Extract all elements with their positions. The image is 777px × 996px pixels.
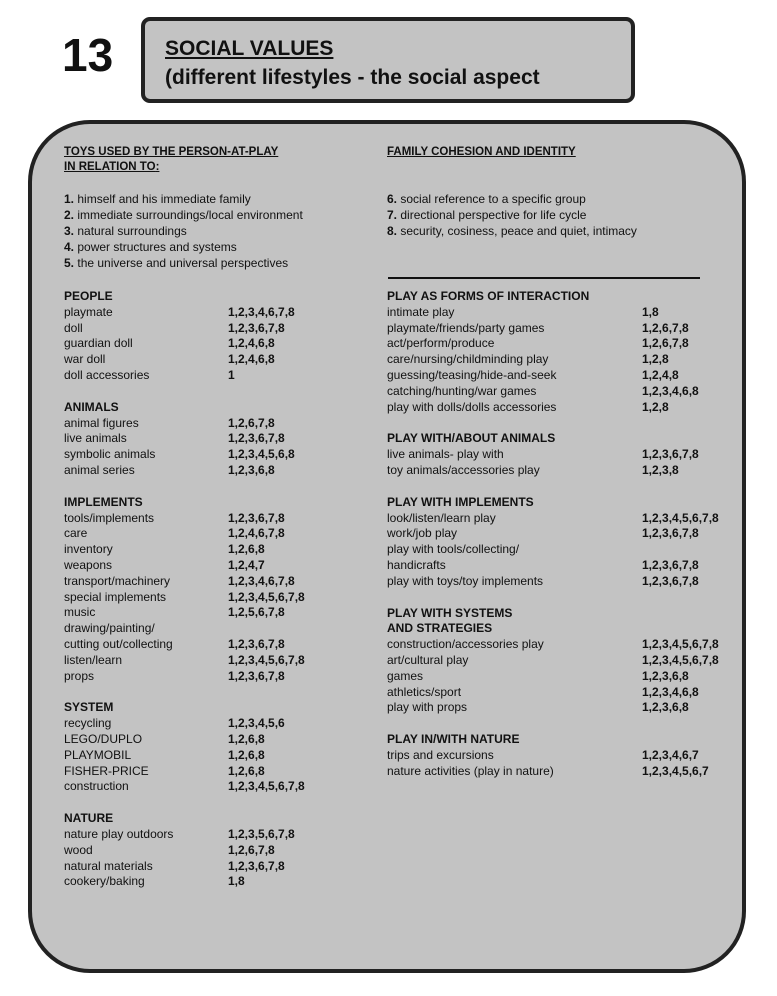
item-codes: 1,2,6,8 xyxy=(228,747,265,762)
list-item xyxy=(387,653,732,669)
item-codes: 1,2,6,7,8 xyxy=(228,842,275,857)
item-codes: 1,2,6,7,8 xyxy=(228,415,275,430)
list-item xyxy=(387,700,732,716)
intro-item-number: 3. xyxy=(64,224,75,238)
item-label: recycling xyxy=(64,716,112,731)
right-column xyxy=(387,289,732,796)
item-label: playmate/friends/party games xyxy=(387,320,545,335)
item-label: cookery/baking xyxy=(64,874,145,889)
item-label: inventory xyxy=(64,542,113,557)
intro-item-text: directional perspective for life cycle xyxy=(400,208,587,222)
list-item xyxy=(64,352,324,368)
list-item xyxy=(387,542,732,558)
intro-item xyxy=(387,207,637,223)
item-label: war doll xyxy=(64,352,106,367)
item-codes: 1,2,6,7,8 xyxy=(642,336,689,351)
section xyxy=(64,700,324,795)
item-label: live animals- play with xyxy=(387,447,504,462)
item-codes: 1,2,3,4,6,7,8 xyxy=(228,573,295,588)
item-codes: 1,2,3,6,8 xyxy=(642,668,689,683)
item-label: playmate xyxy=(64,304,113,319)
list-item xyxy=(64,463,324,479)
item-codes: 1,2,6,8 xyxy=(228,542,265,557)
list-item xyxy=(387,511,732,527)
list-item xyxy=(387,447,732,463)
list-item xyxy=(64,748,324,764)
chapter-number: 13 xyxy=(62,29,114,81)
item-codes: 1,2,8 xyxy=(642,399,669,414)
intro-right-list xyxy=(387,191,637,239)
left-column xyxy=(64,289,324,906)
list-item xyxy=(64,542,324,558)
section-title: PEOPLE xyxy=(64,289,113,303)
list-item xyxy=(64,305,324,321)
item-codes: 1,2,3,6,7,8 xyxy=(642,573,699,588)
divider-line xyxy=(388,277,700,279)
section xyxy=(387,289,732,415)
list-item xyxy=(387,637,732,653)
item-codes: 1,2,3,4,5,6,7,8 xyxy=(642,652,719,667)
intro-item xyxy=(387,191,637,207)
item-label: animal series xyxy=(64,462,135,477)
intro-item-number: 2. xyxy=(64,208,75,222)
item-codes: 1,2,5,6,7,8 xyxy=(228,605,285,620)
section-title: AND STRATEGIES xyxy=(387,621,493,636)
intro-left-list xyxy=(64,191,303,271)
item-label: care/nursing/childminding play xyxy=(387,352,549,367)
intro-item xyxy=(64,239,303,255)
item-codes: 1,2,3,4,5,6,7,8 xyxy=(228,589,305,604)
item-codes: 1,2,3,4,5,6,7 xyxy=(642,763,709,778)
list-item xyxy=(64,416,324,432)
list-item xyxy=(64,321,324,337)
list-item xyxy=(387,305,732,321)
item-codes: 1,2,3,6,8 xyxy=(642,700,689,715)
section-title: PLAY IN/WITH NATURE xyxy=(387,732,520,747)
item-codes: 1 xyxy=(228,367,235,382)
page-subtitle: (different lifestyles - the social aspect xyxy=(165,66,540,89)
section-title: NATURE xyxy=(64,811,114,826)
intro-item-number: 5. xyxy=(64,256,75,270)
item-label: guessing/teasing/hide-and-seek xyxy=(387,367,557,382)
section xyxy=(387,732,732,779)
item-codes: 1,2,3,4,5,6,7,8 xyxy=(642,510,719,525)
item-codes: 1,2,3,5,6,7,8 xyxy=(228,826,295,841)
item-label: music xyxy=(64,605,96,620)
intro-item xyxy=(64,255,303,271)
list-item xyxy=(64,859,324,875)
item-label: work/job play xyxy=(387,526,458,541)
item-label: tools/implements xyxy=(64,510,155,525)
list-item xyxy=(64,843,324,859)
item-codes: 1,2,3,4,5,6,8 xyxy=(228,447,295,462)
item-label: games xyxy=(387,668,424,683)
item-label: catching/hunting/war games xyxy=(387,383,537,398)
list-item xyxy=(387,352,732,368)
list-item xyxy=(387,764,732,780)
item-codes: 1,2,3,4,5,6,7,8 xyxy=(642,637,719,652)
intro-item-number: 4. xyxy=(64,240,75,254)
section-title: SYSTEM xyxy=(64,700,114,715)
list-item xyxy=(64,605,324,621)
item-codes: 1,2,4,6,8 xyxy=(228,336,275,351)
list-item xyxy=(64,779,324,795)
section-title: PLAY WITH/ABOUT ANIMALS xyxy=(387,431,556,446)
intro-left-heading-line2 xyxy=(64,160,278,175)
list-item xyxy=(64,558,324,574)
item-label: props xyxy=(64,668,95,683)
list-item xyxy=(387,574,732,590)
item-label: trips and excursions xyxy=(387,747,494,762)
intro-item xyxy=(64,223,303,239)
intro-item-text: social reference to a specific group xyxy=(400,192,586,206)
item-codes: 1,2,3,8 xyxy=(642,462,679,477)
item-label: intimate play xyxy=(387,304,455,319)
item-label: act/perform/produce xyxy=(387,336,495,351)
list-item xyxy=(387,336,732,352)
item-label: play with tools/collecting/ xyxy=(387,542,520,557)
item-codes: 1,2,6,8 xyxy=(228,731,265,746)
item-codes: 1,2,3,6,7,8 xyxy=(642,447,699,462)
item-label: transport/machinery xyxy=(64,573,171,588)
item-codes: 1,8 xyxy=(642,304,659,319)
item-label: drawing/painting/ xyxy=(64,621,155,636)
list-item xyxy=(64,732,324,748)
section-title: PLAY WITH SYSTEMS xyxy=(387,605,513,620)
item-label: wood xyxy=(64,842,93,857)
intro-item xyxy=(64,207,303,223)
item-label: symbolic animals xyxy=(64,447,156,462)
list-item xyxy=(64,669,324,685)
item-label: construction/accessories play xyxy=(387,637,544,652)
item-codes: 1,2,3,4,6,8 xyxy=(642,383,699,398)
item-label: weapons xyxy=(64,557,113,572)
item-label: doll accessories xyxy=(64,367,150,382)
item-codes: 1,2,4,7 xyxy=(228,557,265,572)
item-codes: 1,2,4,6,8 xyxy=(228,352,275,367)
list-item xyxy=(64,716,324,732)
list-item xyxy=(387,368,732,384)
list-item xyxy=(64,621,324,637)
list-item xyxy=(64,590,324,606)
section xyxy=(64,495,324,685)
item-codes: 1,2,3,4,6,7 xyxy=(642,747,699,762)
section xyxy=(387,431,732,478)
list-item xyxy=(64,574,324,590)
intro-item-text: the universe and universal perspectives xyxy=(77,256,289,270)
intro-item-text: himself and his immediate family xyxy=(77,192,251,206)
item-label: care xyxy=(64,526,88,541)
list-item xyxy=(64,827,324,843)
intro-item xyxy=(64,191,303,207)
intro-left-heading xyxy=(64,145,278,175)
intro-right-heading: FAMILY COHESION AND IDENTITY xyxy=(387,146,576,158)
list-item xyxy=(387,400,732,416)
intro-left-heading-line1: TOYS USED BY THE PERSON-AT-PLAY xyxy=(64,146,279,158)
item-label: LEGO/DUPLO xyxy=(64,731,143,746)
item-codes: 1,2,3,6,7,8 xyxy=(228,510,285,525)
intro-item-number: 6. xyxy=(387,192,398,206)
intro-item-text: power structures and systems xyxy=(77,240,237,254)
item-label: nature play outdoors xyxy=(64,826,174,841)
item-codes: 1,2,3,4,6,8 xyxy=(642,684,699,699)
item-codes: 1,2,3,6,7,8 xyxy=(228,431,285,446)
list-item xyxy=(387,526,732,542)
item-codes: 1,8 xyxy=(228,874,245,889)
item-label: athletics/sport xyxy=(387,684,462,699)
item-codes: 1,2,4,8 xyxy=(642,367,679,382)
section-title: IMPLEMENTS xyxy=(64,494,143,509)
item-codes: 1,2,3,4,5,6,7,8 xyxy=(228,652,305,667)
intro-item-text: security, cosiness, peace and quiet, intimacy xyxy=(400,224,637,238)
list-item xyxy=(387,748,732,764)
section-title: PLAY AS FORMS OF INTERACTION xyxy=(387,289,590,303)
list-item xyxy=(64,511,324,527)
item-label: guardian doll xyxy=(64,336,133,351)
list-item xyxy=(64,447,324,463)
item-codes: 1,2,3,6,8 xyxy=(228,462,275,477)
list-item xyxy=(64,431,324,447)
item-label: listen/learn xyxy=(64,652,123,667)
item-label: art/cultural play xyxy=(387,652,469,667)
item-codes: 1,2,4,6,7,8 xyxy=(228,526,285,541)
list-item xyxy=(64,336,324,352)
item-codes: 1,2,6,8 xyxy=(228,763,265,778)
list-item xyxy=(387,463,732,479)
intro-item-number: 1. xyxy=(64,192,75,206)
item-codes: 1,2,3,4,5,6,7,8 xyxy=(228,779,305,794)
list-item xyxy=(387,669,732,685)
title-box xyxy=(141,17,635,103)
item-codes: 1,2,3,6,7,8 xyxy=(228,320,285,335)
item-label: special implements xyxy=(64,589,167,604)
item-codes: 1,2,3,6,7,8 xyxy=(228,636,285,651)
section xyxy=(64,400,324,479)
section xyxy=(387,495,732,590)
list-item xyxy=(64,764,324,780)
item-codes: 1,2,3,4,6,7,8 xyxy=(228,304,295,319)
item-label: cutting out/collecting xyxy=(64,636,173,651)
item-label: natural materials xyxy=(64,858,153,873)
list-item xyxy=(64,653,324,669)
list-item xyxy=(64,637,324,653)
intro-item-text: immediate surroundings/local environment xyxy=(77,208,303,222)
item-label: handicrafts xyxy=(387,557,446,572)
list-item xyxy=(387,558,732,574)
list-item xyxy=(387,321,732,337)
intro-item-number: 8. xyxy=(387,224,398,238)
list-item xyxy=(64,874,324,890)
item-codes: 1,2,3,6,7,8 xyxy=(642,557,699,572)
page-title: SOCIAL VALUES xyxy=(165,37,334,60)
intro-item-number: 7. xyxy=(387,208,398,222)
item-label: play with props xyxy=(387,700,468,715)
list-item xyxy=(64,368,324,384)
item-codes: 1,2,8 xyxy=(642,352,669,367)
item-label: live animals xyxy=(64,431,127,446)
item-label: toy animals/accessories play xyxy=(387,462,540,477)
intro-item-text: natural surroundings xyxy=(77,224,187,238)
item-label: play with dolls/dolls accessories xyxy=(387,399,557,414)
list-item xyxy=(64,526,324,542)
section xyxy=(64,289,324,384)
section xyxy=(387,606,732,717)
item-label: construction xyxy=(64,779,129,794)
list-item xyxy=(387,685,732,701)
item-label: nature activities (play in nature) xyxy=(387,763,554,778)
section xyxy=(64,811,324,890)
item-codes: 1,2,3,6,7,8 xyxy=(228,858,285,873)
section-title: ANIMALS xyxy=(64,399,119,414)
item-codes: 1,2,3,4,5,6 xyxy=(228,716,285,731)
item-label: play with toys/toy implements xyxy=(387,573,544,588)
item-label: animal figures xyxy=(64,415,139,430)
item-codes: 1,2,6,7,8 xyxy=(642,320,689,335)
item-codes: 1,2,3,6,7,8 xyxy=(228,668,285,683)
item-label: look/listen/learn play xyxy=(387,510,496,525)
item-label: doll xyxy=(64,320,83,335)
item-label: FISHER-PRICE xyxy=(64,763,149,778)
list-item xyxy=(387,384,732,400)
intro-item xyxy=(387,223,637,239)
section-title: PLAY WITH IMPLEMENTS xyxy=(387,494,534,509)
intro-left-heading-colon: : xyxy=(155,161,160,173)
intro-left-heading-line2-text: IN RELATION TO xyxy=(64,161,156,173)
item-codes: 1,2,3,6,7,8 xyxy=(642,526,699,541)
item-label: PLAYMOBIL xyxy=(64,747,132,762)
